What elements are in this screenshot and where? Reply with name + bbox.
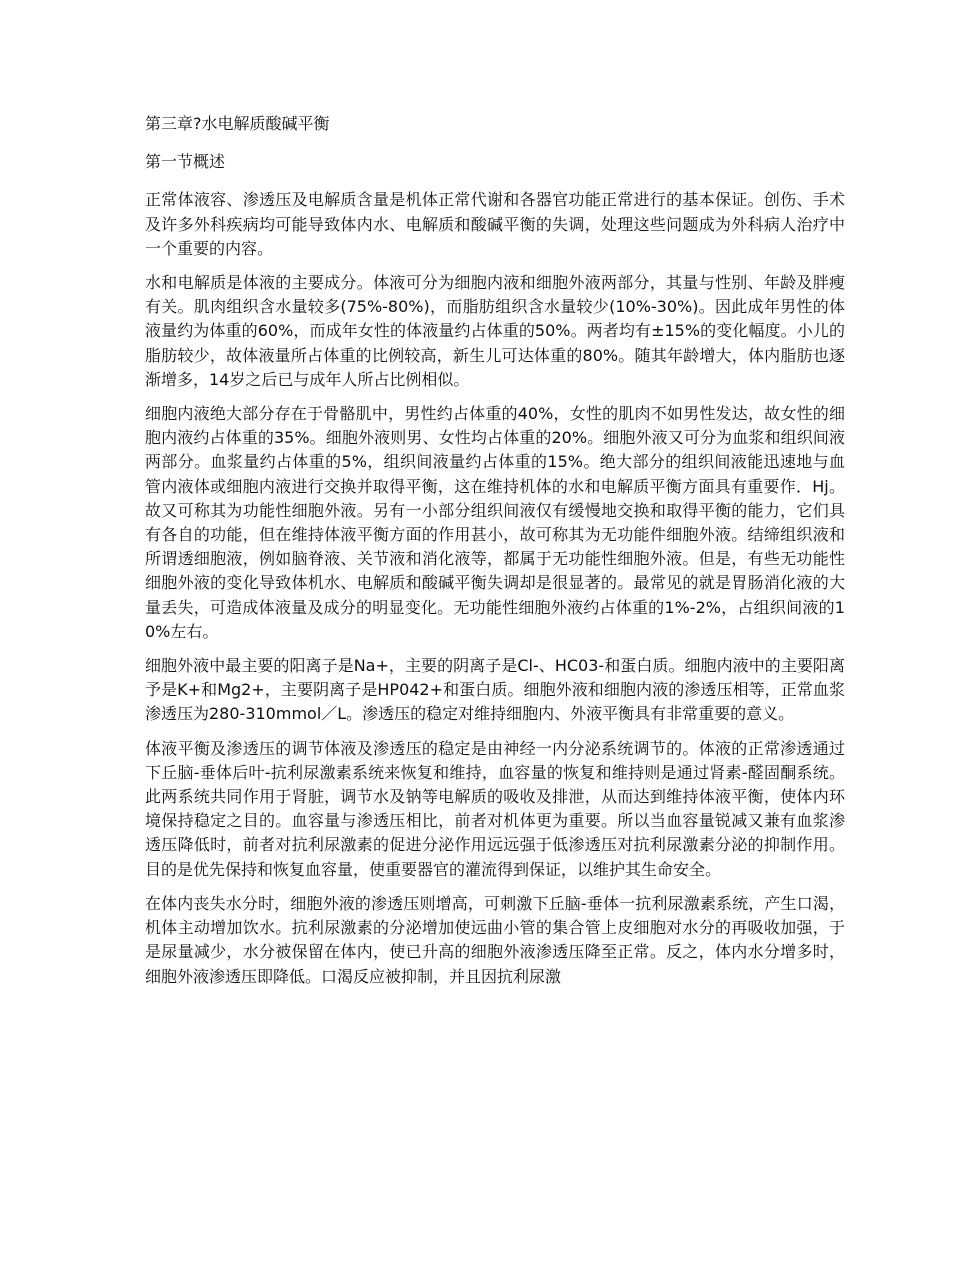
- chapter-title: 第三章?水电解质酸碱平衡: [145, 114, 330, 133]
- section-title: 第一节概述: [145, 152, 226, 172]
- paragraph-ions-osmolality: 细胞外液中最主要的阳离子是Na+，主要的阴离子是Cl-、HC03-和蛋白质。细胞内液中的主要阳离予是K+和Mg2+，主要阴离子是HP042+和蛋白质。细胞外液和细胞内液的渗透压相等，正常血浆渗透压为280-310mmol／L。渗透压的稳定对维持细胞内、外液平衡具有非常重要的意义。: [145, 656, 845, 724]
- paragraph-water-loss: 在体内丧失水分时，细胞外液的渗透压则增高，可刺激下丘脑-垂体一抗利尿激素系统，产生口渴，机体主动增加饮水。抗利尿激素的分泌增加使远曲小管的集合管上皮细胞对水分的再吸收加强，于是尿量减少，水分被保留在体内，使已升高的细胞外液渗透压降至正常。反之，体内水分增多时，细胞外液渗透压即降低。口渴反应被抑制，并且因抗利尿激: [145, 893, 845, 986]
- paragraph-body-fluid-composition: 水和电解质是体液的主要成分。体液可分为细胞内液和细胞外液两部分，其量与性别、年龄及胖瘦有关。肌肉组织含水量较多(75%-80%)，而脂肪组织含水量较少(10%-30%)。因此成年男性的体液量约为体重的60%，而成年女性的体液量约占体重的50%。两者均有±15%的变化幅度。小儿的脂肪较少，故体液量所占体重的比例较高，新生儿可达体重的80%。随其年龄增大，体内脂肪也逐渐增多，14岁之后已与成年人所占比例相似。: [145, 273, 845, 389]
- paragraph-regulation: 体液平衡及渗透压的调节体液及渗透压的稳定是由神经一内分泌系统调节的。体液的正常渗透通过下丘脑-垂体后叶-抗利尿激素系统来恢复和维持，血容量的恢复和维持则是通过肾素-醛固酮系统。此两系统共同作用于肾脏，调节水及钠等电解质的吸收及排泄，从而达到维持体液平衡，使体内环境保持稳定之目的。血容量与渗透压相比，前者对机体更为重要。所以当血容量锐减又兼有血浆渗透压降低时，前者对抗利尿激素的促进分泌作用远远强于低渗透压对抗利尿激素分泌的抑制作用。目的是优先保持和恢复血容量，使重要器官的灌流得到保证，以维护其生命安全。: [145, 738, 845, 879]
- paragraph-intracellular-extracellular: 细胞内液绝大部分存在于骨骼肌中，男性约占体重的40%，女性的肌肉不如男性发达，故女性的细胞内液约占体重的35%。细胞外液则男、女性均占体重的20%。细胞外液又可分为血浆和组织间液两部分。血浆量约占体重的5%，组织间液量约占体重的15%。绝大部分的组织间液能迅速地与血管内液体或细胞内液进行交换并取得平衡，这在维持机体的水和电解质平衡方面具有重要作．Hj。故又可称其为功能性细胞外液。另有一小部分组织间液仅有缓慢地交换和取得平衡的能力，它们具有各自的功能，但在维持体液平衡方面的作用甚小，故可称其为无功能件细胞外液。结缔组织液和所谓透细胞液，例如脑脊液、关节液和消化液等，都属于无功能性细胞外液。但是，有些无功能性细胞外液的变化导致体机水、电解质和酸碱平衡失调却是很显著的。最常见的就是胃肠消化液的大量丢失，可造成体液量及成分的明显变化。无功能性细胞外液约占体重的1%-2%，占组织间液的10%左右。: [145, 404, 845, 641]
- document-page: [145, 112, 845, 999]
- paragraph-intro: 正常体液容、渗透压及电解质含量是机体正常代谢和各器官功能正常进行的基本保证。创伤、手术及许多外科疾病均可能导致体内水、电解质和酸碱平衡的失调，处理这些问题成为外科病人治疗中一个重要的内容。: [145, 190, 845, 258]
